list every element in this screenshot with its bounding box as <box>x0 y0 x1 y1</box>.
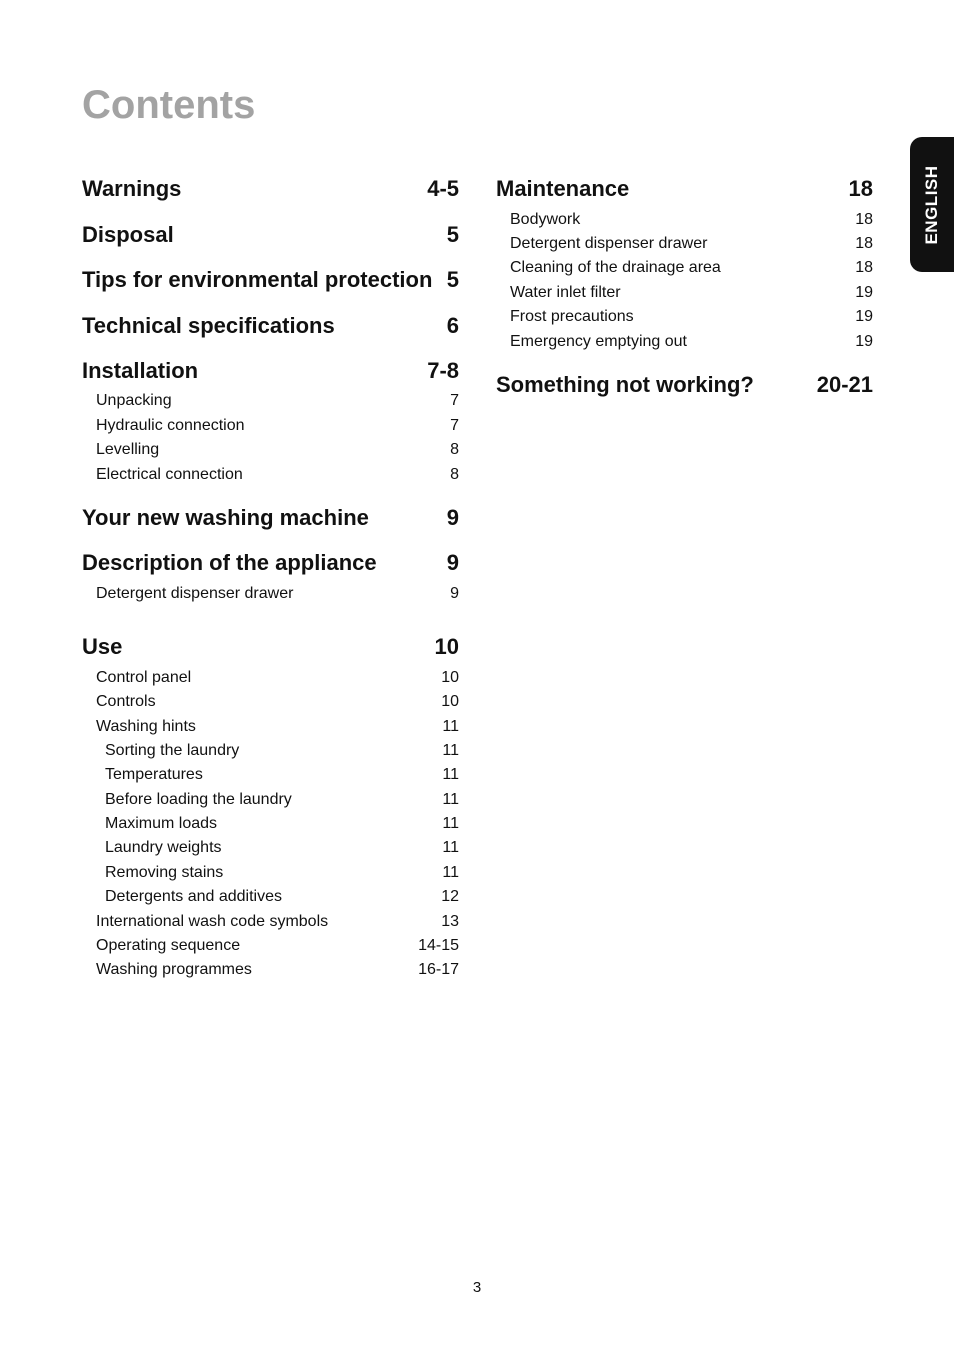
toc-subentry-drainage-area[interactable] <box>496 258 873 278</box>
toc-entry-label: Water inlet filter <box>510 284 621 301</box>
toc-entry-page: 4-5 <box>427 176 459 201</box>
toc-subsubentry-before-loading[interactable] <box>82 790 459 810</box>
toc-subsubentry-removing-stains[interactable] <box>82 863 459 883</box>
toc-subsubentry-maximum-loads[interactable] <box>82 814 459 834</box>
toc-entry-label: Detergent dispenser drawer <box>96 585 294 602</box>
toc-subentry-unpacking[interactable] <box>82 391 459 411</box>
toc-entry-label: Operating sequence <box>96 937 241 954</box>
page-number: 3 <box>472 1279 482 1296</box>
toc-subentry-detergent-dispenser-drawer[interactable] <box>496 234 873 254</box>
toc-entry-installation[interactable] <box>82 357 459 385</box>
toc-entry-page: 18 <box>855 235 873 252</box>
toc-entry-label: Maximum loads <box>105 815 218 832</box>
toc-entry-page: 7-8 <box>427 358 459 383</box>
toc-subentry-operating-sequence[interactable] <box>82 936 459 956</box>
toc-entry-label: Description of the appliance <box>82 550 377 575</box>
toc-subentry-levelling[interactable] <box>82 440 459 460</box>
toc-subentry-controls[interactable] <box>82 692 459 712</box>
toc-entry-page: 16-17 <box>418 961 459 978</box>
toc-subentry-bodywork[interactable] <box>496 210 873 230</box>
toc-entry-page: 10 <box>434 634 459 659</box>
toc-entry-page: 7 <box>450 392 459 409</box>
toc-entry-label: Installation <box>82 358 199 383</box>
toc-entry-page: 11 <box>442 718 459 735</box>
toc-entry-label: Levelling <box>96 441 160 458</box>
toc-subentry-washing-hints[interactable] <box>82 717 459 737</box>
toc-entry-label: Detergents and additives <box>105 888 282 905</box>
toc-entry-label: Sorting the laundry <box>105 742 240 759</box>
toc-entry-new-washing-machine[interactable] <box>82 504 459 532</box>
toc-entry-label: Frost precautions <box>510 308 634 325</box>
toc-entry-something-not-working[interactable] <box>496 371 873 399</box>
toc-subentry-hydraulic-connection[interactable] <box>82 416 459 436</box>
language-tab <box>910 137 954 272</box>
toc-entry-page: 18 <box>855 259 873 276</box>
toc-entry-description-of-appliance[interactable] <box>82 549 459 577</box>
toc-entry-technical-specifications[interactable] <box>82 312 459 340</box>
toc-entry-page: 10 <box>441 693 459 710</box>
toc-entry-page: 10 <box>441 669 459 686</box>
toc-entry-maintenance[interactable] <box>496 175 873 203</box>
toc-entry-label: Electrical connection <box>96 466 243 483</box>
toc-entry-label: Cleaning of the drainage area <box>510 259 721 276</box>
toc-entry-page: 5 <box>446 267 459 292</box>
toc-entry-label: Unpacking <box>96 392 172 409</box>
toc-entry-page: 11 <box>442 839 459 856</box>
toc-entry-disposal[interactable] <box>82 221 459 249</box>
toc-entry-page: 19 <box>855 333 873 350</box>
toc-subsubentry-sorting-laundry[interactable] <box>82 741 459 761</box>
toc-entry-page: 12 <box>441 888 459 905</box>
toc-entry-page: 9 <box>446 550 459 575</box>
toc-entry-page: 11 <box>442 864 459 881</box>
toc-subentry-washing-programmes[interactable] <box>82 960 459 980</box>
toc-entry-label: Maintenance <box>496 176 630 201</box>
toc-entry-label: Temperatures <box>105 766 203 783</box>
toc-entry-label: Emergency emptying out <box>510 333 687 350</box>
toc-entry-warnings[interactable] <box>82 175 459 203</box>
toc-entry-page: 6 <box>446 313 459 338</box>
toc-entry-page: 7 <box>450 417 459 434</box>
toc-entry-page: 11 <box>442 742 459 759</box>
toc-entry-label: Hydraulic connection <box>96 417 245 434</box>
toc-entry-label: Bodywork <box>510 211 581 228</box>
toc-entry-label: Warnings <box>82 176 182 201</box>
toc-subsubentry-detergents-additives[interactable] <box>82 887 459 907</box>
toc-entry-use[interactable] <box>82 633 459 661</box>
toc-entry-page: 11 <box>442 815 459 832</box>
toc-entry-label: Tips for environmental protection <box>82 267 433 292</box>
toc-entry-environmental-tips[interactable] <box>82 266 459 294</box>
toc-entry-page: 14-15 <box>418 937 459 954</box>
toc-entry-label: International wash code symbols <box>96 913 329 930</box>
toc-entry-label: Use <box>82 634 123 659</box>
toc-subsubentry-temperatures[interactable] <box>82 765 459 785</box>
toc-entry-label: Washing hints <box>96 718 196 735</box>
toc-subentry-electrical-connection[interactable] <box>82 465 459 485</box>
toc-entry-label: Your new washing machine <box>82 505 369 530</box>
toc-entry-page: 9 <box>450 585 459 602</box>
toc-entry-page: 19 <box>855 308 873 325</box>
toc-entry-page: 18 <box>855 211 873 228</box>
toc-entry-label: Technical specifications <box>82 313 335 338</box>
toc-entry-label: Washing programmes <box>96 961 252 978</box>
toc-entry-page: 8 <box>450 466 459 483</box>
toc-subentry-frost-precautions[interactable] <box>496 307 873 327</box>
toc-entry-page: 19 <box>855 284 873 301</box>
toc-subentry-emergency-emptying[interactable] <box>496 332 873 352</box>
toc-entry-page: 11 <box>442 791 459 808</box>
toc-subentry-control-panel[interactable] <box>82 668 459 688</box>
toc-subentry-wash-code-symbols[interactable] <box>82 912 459 932</box>
toc-entry-page: 11 <box>442 766 459 783</box>
toc-entry-label: Controls <box>96 693 156 710</box>
toc-entry-label: Something not working? <box>496 372 754 397</box>
toc-entry-page: 9 <box>446 505 459 530</box>
toc-entry-page: 5 <box>446 222 459 247</box>
toc-entry-label: Removing stains <box>105 864 224 881</box>
toc-entry-label: Laundry weights <box>105 839 222 856</box>
toc-entry-label: Before loading the laundry <box>105 791 292 808</box>
toc-entry-page: 8 <box>450 441 459 458</box>
toc-entry-label: Control panel <box>96 669 192 686</box>
toc-entry-page: 18 <box>848 176 873 201</box>
toc-subentry-water-inlet-filter[interactable] <box>496 283 873 303</box>
toc-entry-page: 20-21 <box>816 372 873 397</box>
language-tab-label: ENGLISH <box>922 164 941 245</box>
toc-entry-label: Detergent dispenser drawer <box>510 235 708 252</box>
toc-entry-label: Disposal <box>82 222 174 247</box>
page-title: Contents <box>82 83 256 127</box>
toc-entry-page: 13 <box>441 913 459 930</box>
toc-subentry-detergent-dispenser-drawer[interactable] <box>82 584 459 604</box>
toc-subsubentry-laundry-weights[interactable] <box>82 838 459 858</box>
